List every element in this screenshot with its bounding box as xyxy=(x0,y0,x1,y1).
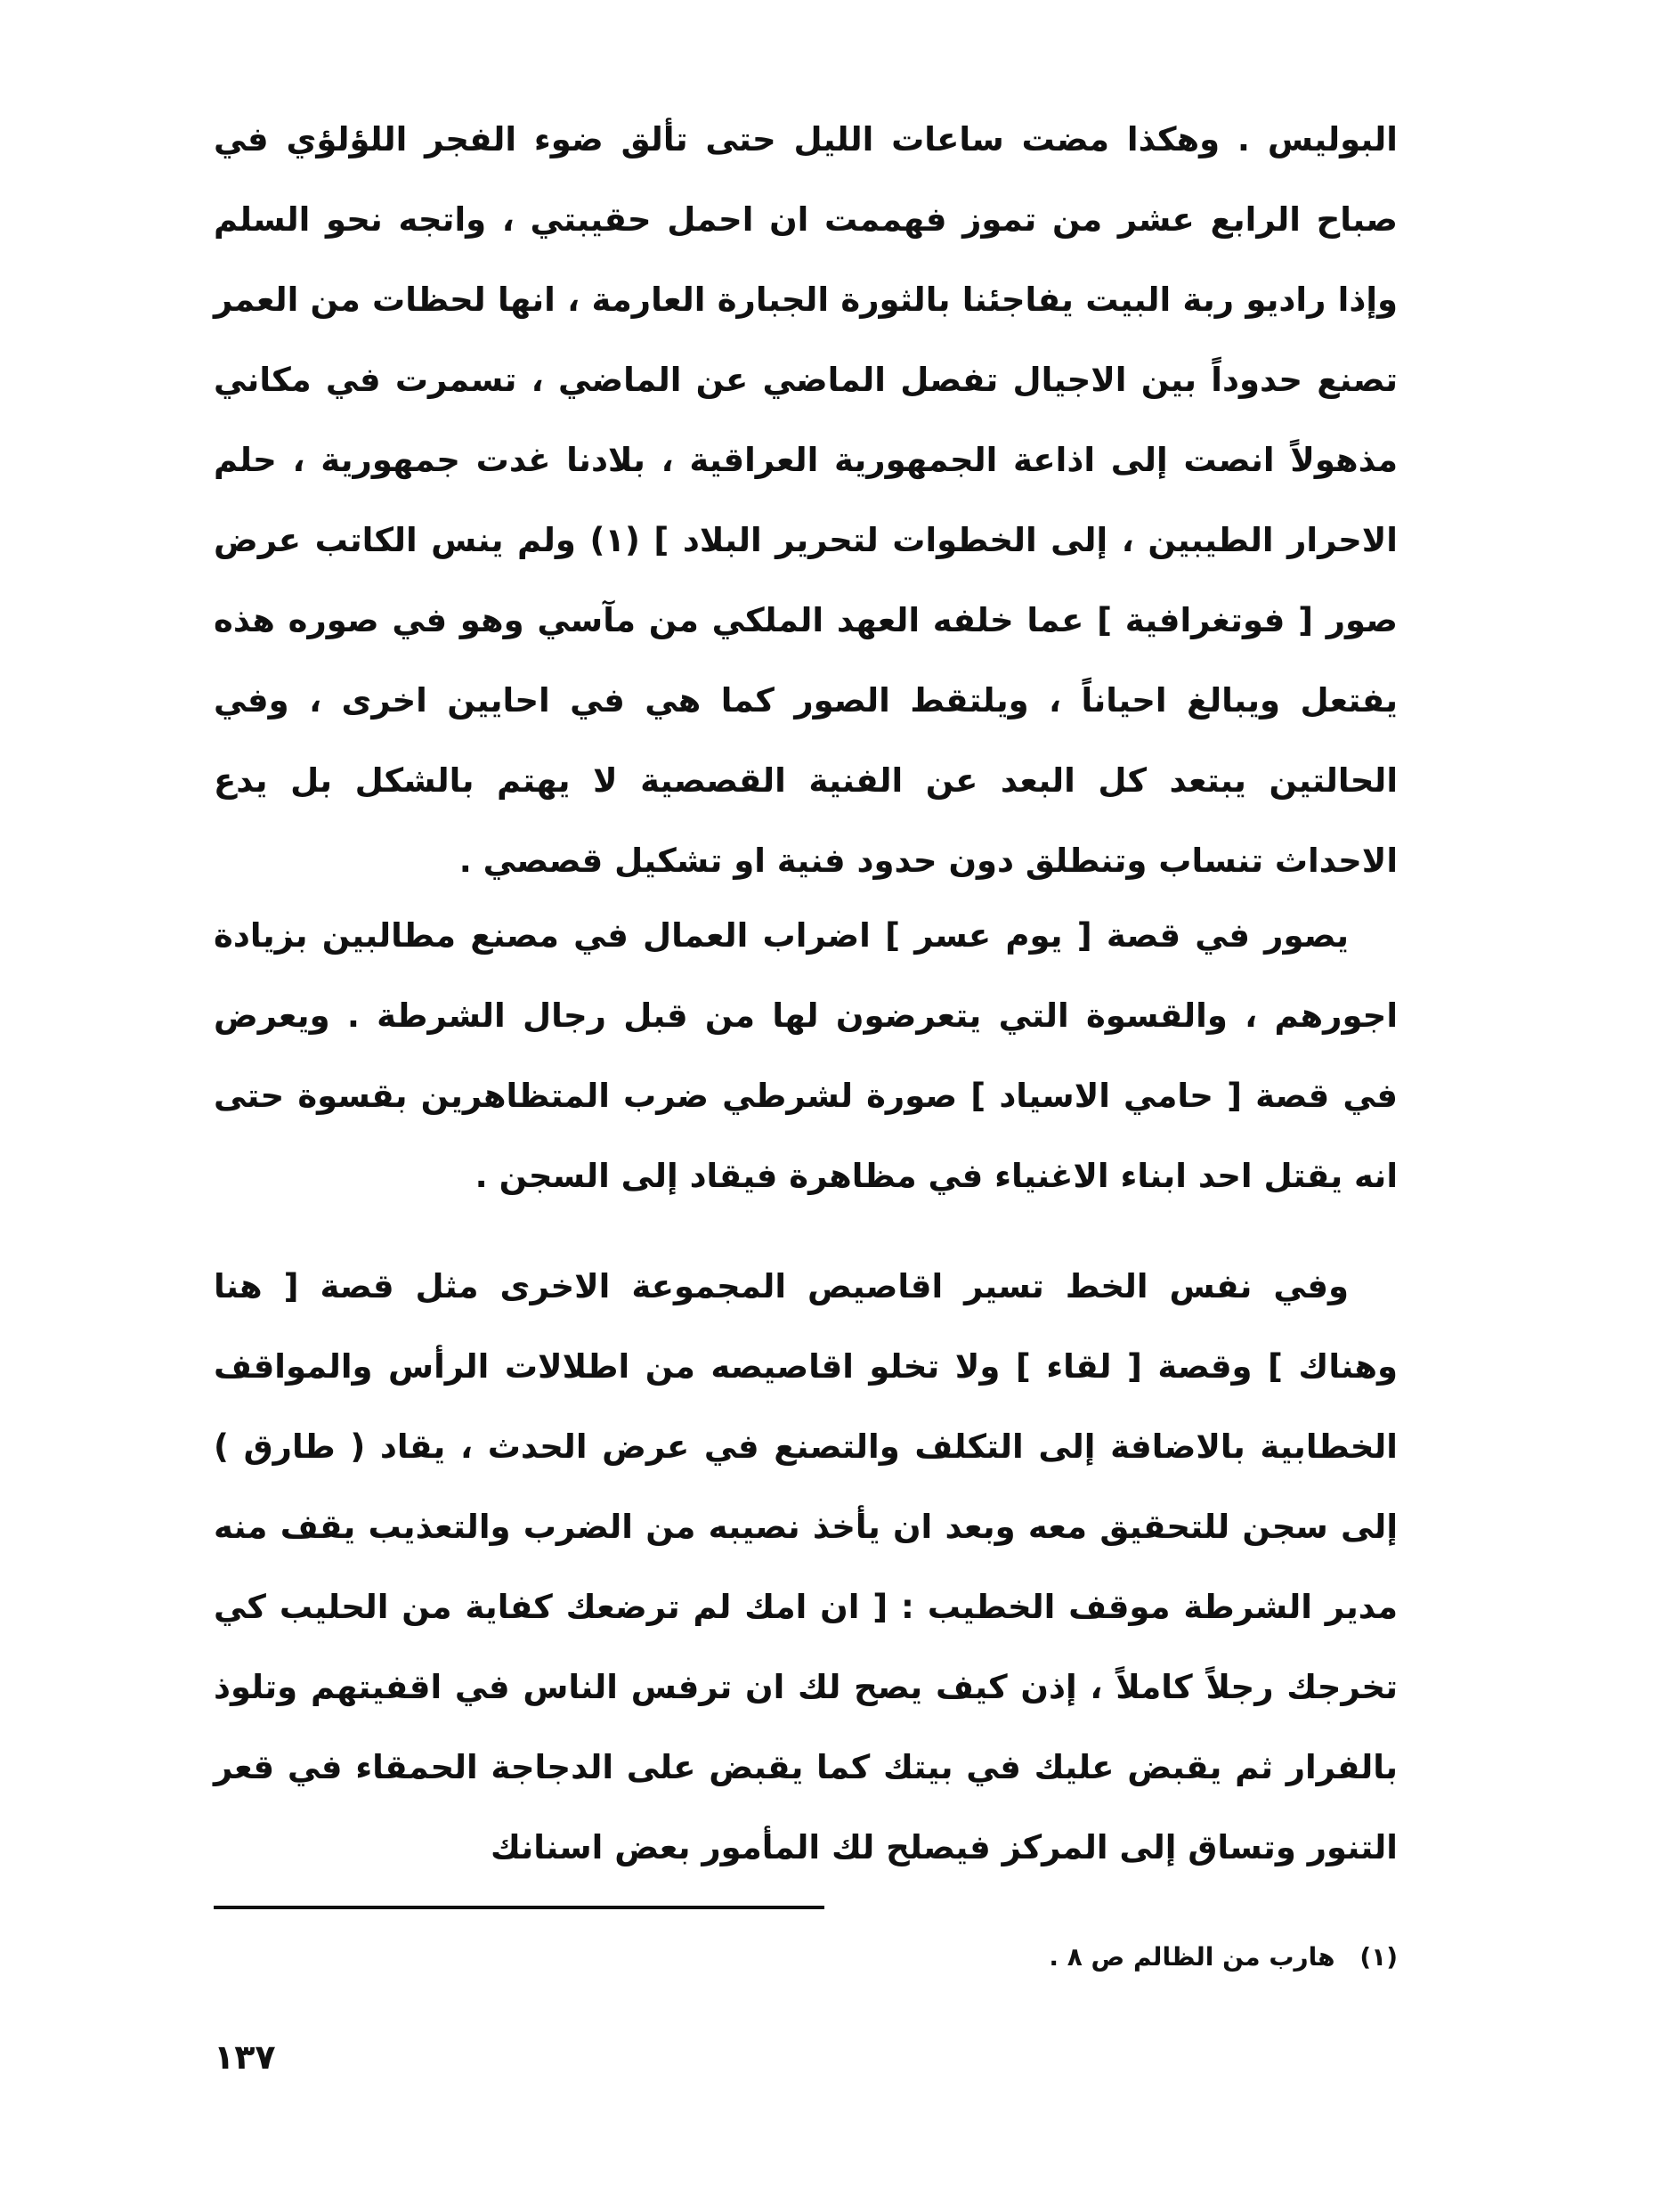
footnote-divider xyxy=(214,1906,824,1909)
book-page xyxy=(214,0,1398,2212)
paragraph-2: يصور في قصة [ يوم عسر ] اضراب العمال في مصنع مطالبين بزيادة اجورهم ، والقسوة التي يتعرضون لها من قبل رجال الشرطة . ويعرض في قصة [ حامي الاسياد ] صورة لشرطي ضرب المتظاهرين بقسوة حتى انه يقتل احد ابناء الاغنياء في مظاهرة فيقاد إلى السجن . xyxy=(214,916,1398,1195)
footnote xyxy=(787,1940,1398,1975)
page-number: ١٣٧ xyxy=(214,2037,276,2077)
paragraph-1: البوليس . وهكذا مضت ساعات الليل حتى تألق ضوء الفجر اللؤلؤي في صباح الرابع عشر من تموز فهممت ان احمل حقيبتي ، واتجه نحو السلم وإذا راديو ربة البيت يفاجئنا بالثورة الجبارة العارمة ، انها لحظات من العمر تصنع حدوداً بين الاجيال تفصل الماضي عن الماضي ، تسمرت في مكاني مذهولاً انصت إلى اذاعة الجمهورية العراقية ، بلادنا غدت جمهورية ، حلم الاحرار الطيبين ، إلى الخطوات لتحرير البلاد ] (١) ولم ينس الكاتب عرض صور [ فوتغرافية ] عما خلفه العهد الملكي من مآسي وهو في صوره هذه يفتعل ويبالغ احياناً ، ويلتقط الصور كما هي في احايين اخرى ، وفي الحالتين يبتعد كل البعد عن الفنية القصصية لا يهتم بالشكل بل يدع الاحداث تنساب وتنطلق دون حدود فنية او تشكيل قصصي . xyxy=(214,120,1398,880)
footnote-text: هارب من الظالم ص ٨ . xyxy=(1049,1942,1335,1972)
footnote-marker: (١) xyxy=(1359,1942,1398,1972)
paragraph-3: وفي نفس الخط تسير اقاصيص المجموعة الاخرى مثل قصة [ هنا وهناك ] وقصة [ لقاء ] ولا تخلو اقاصيصه من اطلالات الرأس والمواقف الخطابية بالاضافة إلى التكلف والتصنع في عرض الحدث ، يقاد ( طارق ) إلى سجن للتحقيق معه وبعد ان يأخذ نصيبه من الضرب والتعذيب يقف منه مدير الشرطة موقف الخطيب : [ ان امك لم ترضعك كفاية من الحليب كي تخرجك رجلاً كاملاً ، إذن كيف يصح لك ان ترفس الناس في اقفيتهم وتلوذ بالفرار ثم يقبض عليك في بيتك كما يقبض على الدجاجة الحمقاء في قعر التنور وتساق إلى المركز فيصلح لك المأمور بعض اسنانك xyxy=(214,1267,1398,1866)
